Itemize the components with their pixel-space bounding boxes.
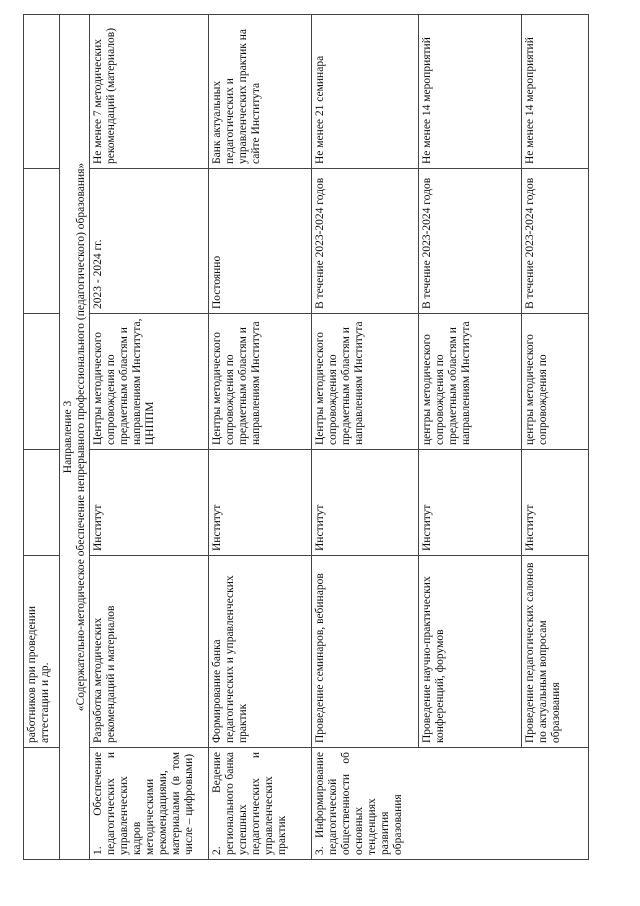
- table-cell: [24, 169, 60, 314]
- table-row: [24, 15, 60, 860]
- table-cell: [24, 450, 60, 556]
- section-subtitle: «Содержательно-методическое обеспечение непрерывного профессионального (педагогического) образования»: [74, 162, 87, 712]
- section-title: Направление 3: [62, 400, 74, 474]
- activity-cell: Проведение научно-практических конференций, форумов: [419, 556, 522, 748]
- result-cell: Не менее 21 семинара: [312, 15, 419, 169]
- result-cell: Не менее 14 мероприятий: [522, 15, 589, 169]
- table-cell: [24, 748, 60, 860]
- section-header-cell: [60, 15, 90, 860]
- deadline-cell: В течение 2023-2024 годов: [312, 169, 419, 314]
- table-row: [419, 15, 522, 860]
- executors-cell: Центры методического сопровождения по предметным областям и направлениям Института, ЦНППМ: [90, 314, 209, 450]
- task-cell: 2. Ведение регионального банка успешных педагогических и управленческих практик: [209, 748, 312, 860]
- activity-cell: Проведение педагогических салонов по актуальным вопросам образования: [522, 556, 589, 748]
- header-continuation-cell: работников при проведении аттестации и др.: [24, 556, 60, 748]
- result-cell: Не менее 14 мероприятий: [419, 15, 522, 169]
- section-header-row: [60, 15, 90, 860]
- responsible-cell: Институт: [419, 450, 522, 556]
- responsible-cell: Институт: [209, 450, 312, 556]
- responsible-cell: Институт: [312, 450, 419, 556]
- deadline-cell: В течение 2023-2024 годов: [522, 169, 589, 314]
- executors-cell: центры методического сопровождения по предметным областям и направлениям Института: [419, 314, 522, 450]
- executors-cell: Центры методического сопровождения по предметным областям и направлениям Института: [312, 314, 419, 450]
- task-cell: 3. Информирование педагогической общественности об основных тенденциях развития образования: [312, 748, 589, 860]
- executors-cell: Центры методического сопровождения по предметным областям и направлениям Института: [209, 314, 312, 450]
- result-cell: Не менее 7 методических рекомендаций (материалов): [90, 15, 209, 169]
- activity-cell: Формирование банка педагогических и управленческих практик: [209, 556, 312, 748]
- result-cell: Банк актуальных педагогических и управленческих практик на сайте Института: [209, 15, 312, 169]
- deadline-cell: 2023 - 2024 гг.: [90, 169, 209, 314]
- activity-cell: Проведение семинаров, вебинаров: [312, 556, 419, 748]
- executors-cell: центры методического сопровождения по: [522, 314, 589, 450]
- rotated-table-container: [23, 15, 586, 860]
- table-cell: [24, 314, 60, 450]
- table-cell: [24, 15, 60, 169]
- table-row: [209, 15, 312, 860]
- plan-table: [23, 14, 589, 860]
- table-row: [522, 15, 589, 860]
- table-row: [312, 15, 419, 860]
- table-row: [90, 15, 209, 860]
- deadline-cell: В течение 2023-2024 годов: [419, 169, 522, 314]
- responsible-cell: Институт: [90, 450, 209, 556]
- deadline-cell: Постоянно: [209, 169, 312, 314]
- task-cell: 1. Обеспечение педагогических и управленческих кадров методическими рекомендациями, материалами (в том числе – цифровыми): [90, 748, 209, 860]
- activity-cell: Разработка методических рекомендаций и материалов: [90, 556, 209, 748]
- responsible-cell: Институт: [522, 450, 589, 556]
